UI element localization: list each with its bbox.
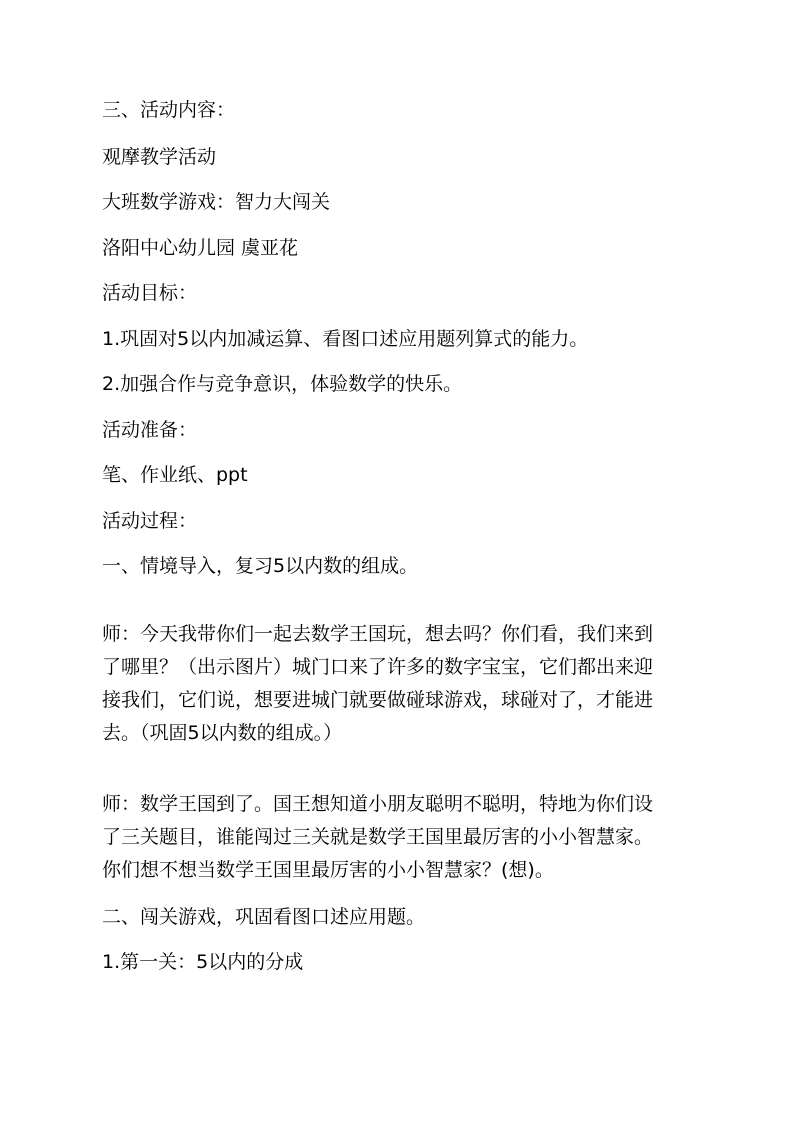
paragraph-2-line-1: 师：数学王国到了。国王想知道小朋友聪明不聪明，特地为你们设: [102, 793, 654, 815]
heading-activity-goals: 活动目标：: [102, 282, 198, 304]
teacher-paragraph-1: [102, 618, 682, 750]
level-1-heading: 1.第一关：5以内的分成: [102, 951, 304, 973]
author-line: 洛阳中心幼儿园 虞亚花: [102, 237, 299, 259]
section-heading-activity-content: 三、活动内容：: [102, 99, 236, 121]
process-step-1-heading: 一、情境导入，复习5以内数的组成。: [102, 555, 419, 577]
paragraph-2-line-2: 了三关题目，谁能闯过三关就是数学王国里最厉害的小小智慧家。: [102, 826, 654, 848]
activity-type-line: 观摩教学活动: [102, 146, 217, 168]
paragraph-1-line-2: 了哪里？（出示图片）城门口来了许多的数字宝宝，它们都出来迎: [102, 656, 654, 678]
heading-activity-preparation: 活动准备：: [102, 419, 198, 441]
activity-title-line: 大班数学游戏：智力大闯关: [102, 191, 331, 213]
preparation-materials: 笔、作业纸、ppt: [102, 464, 248, 486]
paragraph-1-line-3: 接我们，它们说，想要进城门就要做碰球游戏，球碰对了，才能进: [102, 689, 654, 711]
paragraph-1-line-1: 师：今天我带你们一起去数学王国玩，想去吗？你们看，我们来到: [102, 623, 654, 645]
paragraph-2-line-3: 你们想不想当数学王国里最厉害的小小智慧家？(想)。: [102, 859, 554, 881]
heading-activity-process: 活动过程：: [102, 510, 198, 532]
goal-item-2: 2.加强合作与竞争意识，体验数学的快乐。: [102, 373, 463, 395]
goal-item-1: 1.巩固对5以内加减运算、看图口述应用题列算式的能力。: [102, 328, 589, 350]
paragraph-1-line-4: 去。（巩固5以内数的组成。）: [102, 722, 343, 744]
process-step-2-heading: 二、闯关游戏，巩固看图口述应用题。: [102, 906, 426, 928]
teacher-paragraph-2: [102, 788, 682, 887]
